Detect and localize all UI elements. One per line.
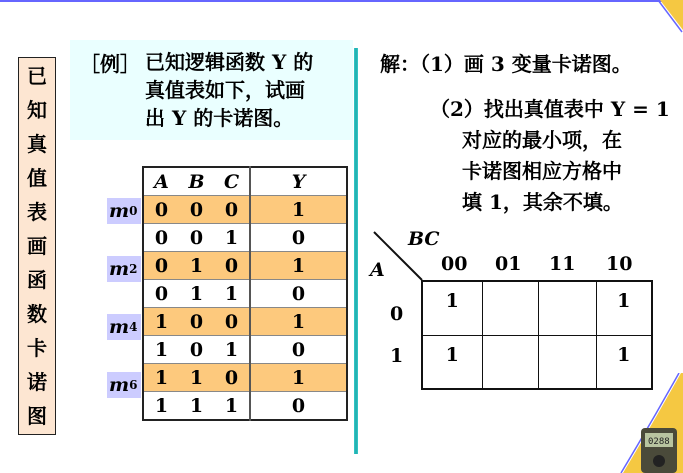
minterm-label-m0: m 0 [107,198,141,224]
side-char: 知 [27,98,47,122]
solution-step1: 解：（1）画 3 变量卡诺图。 [380,52,632,76]
kmap-cell [538,281,596,335]
side-char: 卡 [27,336,47,360]
side-char: 画 [27,234,47,258]
minterm-label-m2: m 2 [107,256,141,282]
table-row: 0 0 0 1 [143,196,347,224]
kmap-col-label: 10 [606,253,633,275]
example-line: 真值表如下，试画 [145,78,305,102]
step2-line: 卡诺图相应方格中 [462,159,622,183]
kmap-row-label: 1 [390,345,404,367]
kmap-col-var: BC [408,228,440,250]
table-row: 1 1 1 0 [143,392,347,421]
side-title [18,57,56,435]
example-tag: ［例］ [80,52,140,76]
example-line: 已知逻辑函数 Y 的 [145,50,314,74]
minterm-label-m4: m 4 [107,314,141,340]
kmap-cell: 1 [596,281,652,335]
header-c: C [214,167,250,196]
header-a: A [143,167,179,196]
side-char: 函 [27,268,47,292]
example-box [70,40,353,140]
table-row: 0 1 1 0 [143,280,347,308]
table-row: 0 0 1 0 [143,224,347,252]
side-char: 数 [27,302,47,326]
solution-step2 [430,94,670,218]
kmap-col-label: 01 [495,253,522,275]
truth-table [142,166,348,421]
step2-line: 填 1，其余不填。 [462,190,623,214]
table-row: 1 1 0 1 [143,364,347,392]
side-char: 已 [27,64,47,88]
table-row: 0 1 0 1 [143,252,347,280]
kmap-row-var: A [370,259,385,281]
side-char: 真 [27,132,47,156]
header-b: B [179,167,214,196]
top-border [0,0,683,2]
example-text [145,48,350,132]
header-y: Y [250,167,347,196]
example-line: 出 Y 的卡诺图。 [145,106,294,130]
side-char: 值 [27,166,47,190]
kmap-row [422,281,652,335]
table-row: 1 0 1 0 [143,336,347,364]
kmap-col-label: 11 [549,253,576,275]
kmap-cell: 1 [596,335,652,389]
table-header [143,167,347,196]
multimeter-decoration [603,373,683,473]
kmap-cell: 1 [422,281,482,335]
kmap-row-label: 0 [390,303,404,325]
side-char: 诺 [27,370,47,394]
svg-text:0288: 0288 [648,437,670,447]
side-char: 图 [27,404,47,428]
kmap-cell [538,335,596,389]
corner-decoration-top [640,0,683,40]
minterm-label-m6: m 6 [107,372,141,398]
kmap-cell [482,335,538,389]
step2-line: 对应的最小项，在 [462,128,622,152]
table-row: 1 0 0 1 [143,308,347,336]
divider [354,48,358,454]
kmap-col-label: 00 [441,253,468,275]
kmap-cell [482,281,538,335]
side-char: 表 [27,200,47,224]
kmap-cell: 1 [422,335,482,389]
step2-line: （2）找出真值表中 Y = 1 [430,97,670,121]
